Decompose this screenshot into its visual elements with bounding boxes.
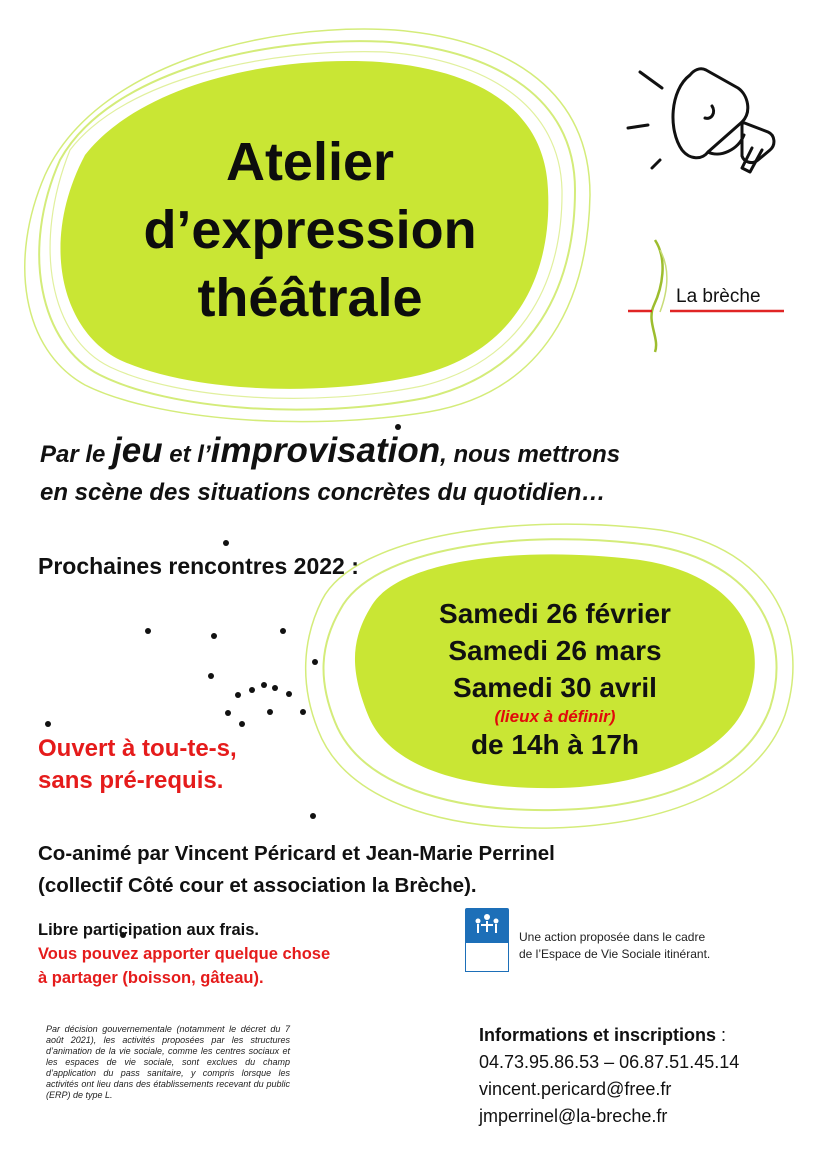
dot (249, 687, 255, 693)
dot (272, 685, 278, 691)
dot (280, 628, 286, 634)
title-line: d’expression (143, 200, 477, 260)
dot (267, 709, 273, 715)
dot (145, 628, 151, 634)
bring-text: à partager (boisson, gâteau). (38, 969, 264, 987)
keyword-improvisation: improvisation (210, 431, 441, 470)
dot (45, 721, 51, 727)
caf-people-icon (465, 908, 509, 942)
dot (310, 813, 316, 819)
intro-text (40, 432, 760, 512)
coanim-line: (collectif Côté cour et association la Brèche). (38, 874, 477, 897)
contact-email[interactable]: vincent.pericard@free.fr (479, 1079, 672, 1099)
page-title (110, 128, 510, 332)
title-line: Atelier (225, 132, 395, 192)
dot (312, 659, 318, 665)
next-meetings-heading: Prochaines rencontres 2022 : (38, 553, 359, 579)
dot (235, 692, 241, 698)
dot (211, 633, 217, 639)
date-item: Samedi 26 février (439, 598, 671, 629)
bring-text: Vous pouvez apporter quelque chose (38, 945, 331, 963)
participation-text: Libre participation aux frais. (38, 921, 259, 939)
dot (225, 710, 231, 716)
keyword-jeu: jeu (112, 431, 163, 470)
contact-heading: Informations et inscriptions : (479, 1025, 727, 1045)
dot (223, 540, 229, 546)
open-line: Ouvert à tou-te-s, (38, 735, 237, 762)
legal-notice: Par décision gouvernementale (notamment le décret du 7 août 2021), les activités proposées par les structures d’animation de la vie sociale, comme les centres sociaux et les espaces de vie sociale, sont exclues du champ d’application du pass sanitaire, y compris lorsque les activités ont lieu dans des établissements recevant du public (ERP) de type L. (46, 1024, 290, 1100)
contact-phones: 04.73.95.86.53 – 06.87.51.45.14 (479, 1052, 740, 1072)
dot (208, 673, 214, 679)
hours: de 14h à 17h (470, 729, 640, 760)
la-breche-logo-text: La brèche (676, 286, 761, 307)
date-item: Samedi 30 avril (453, 672, 657, 703)
coanim-line: Co-animé par Vincent Péricard et Jean-Marie Perrinel (38, 842, 555, 865)
dot (261, 682, 267, 688)
open-line: sans pré-requis. (38, 767, 224, 794)
dates-block (385, 595, 725, 762)
dot (286, 691, 292, 697)
participation-block (38, 918, 330, 990)
caf-logo (465, 908, 509, 972)
contact-info (479, 1022, 739, 1130)
open-to-all (38, 733, 237, 797)
title-line: théâtrale (197, 268, 423, 328)
intro-line-1: Par le jeu et l’improvisation, nous mettrons (40, 431, 621, 470)
contact-email[interactable]: jmperrinel@la-breche.fr (479, 1106, 668, 1126)
dot (395, 424, 401, 430)
location-note: (lieux à définir) (494, 707, 616, 726)
intro-line-2: en scène des situations concrètes du quotidien… (40, 479, 606, 506)
dot (239, 721, 245, 727)
co-animation (38, 838, 555, 902)
caf-action-text: Une action proposée dans le cadre de l’Espace de Vie Sociale itinérant. (519, 930, 711, 961)
dot (300, 709, 306, 715)
megaphone-icon (628, 69, 774, 172)
date-item: Samedi 26 mars (448, 635, 662, 666)
